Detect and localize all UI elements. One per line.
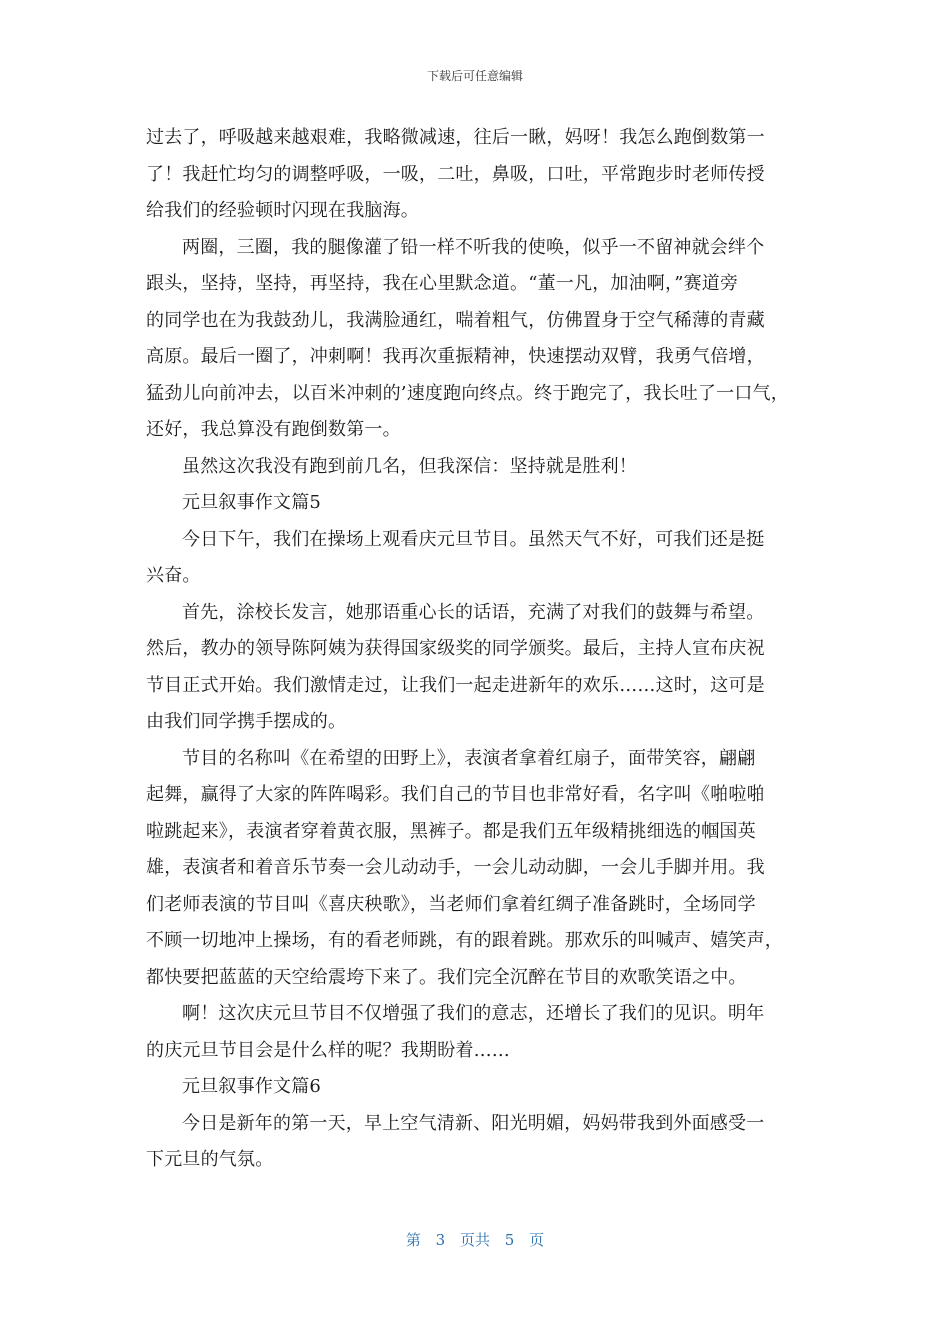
text-line: 下元旦的气氛。 <box>146 1149 274 1170</box>
text-line: 两圈，三圈，我的腿像灌了铅一样不听我的使唤，似乎一不留神就会绊个 <box>182 236 765 258</box>
text-line: 猛劲儿向前冲去，以百米冲刺的’速度跑向终点。终于跑完了，我长吐了一口气， <box>146 382 789 404</box>
text-line: 节目的名称叫《在希望的田野上》，表演者拿着红扇子，面带笑容，翩翩 <box>182 747 756 769</box>
text-line: 兴奋。 <box>146 565 201 586</box>
text-line: 了！我赶忙均匀的调整呼吸，一吸，二吐，鼻吸，口吐，平常跑步时老师传授 <box>146 163 765 185</box>
text-line: 都快要把蓝蓝的天空给震垮下来了。我们完全沉醉在节目的欢歌笑语之中。 <box>146 966 747 988</box>
text-line: 们老师表演的节目叫《喜庆秧歌》，当老师们拿着红绸子准备跳时，全场同学 <box>146 893 756 915</box>
text-line: 今日下午，我们在操场上观看庆元旦节目。虽然天气不好，可我们还是挺 <box>182 528 765 550</box>
document-body <box>146 120 816 1179</box>
text-line: 啦跳起来》，表演者穿着黄衣服，黑裤子。都是我们五年级精挑细选的帼国英 <box>146 820 756 842</box>
text-line: 起舞，赢得了大家的阵阵喝彩。我们自己的节目也非常好看，名字叫《啪啦啪 <box>146 784 765 805</box>
text-line: 元旦叙事作文篇6 <box>182 1076 322 1097</box>
text-line: 节目正式开始。我们激情走过，让我们一起走进新年的欢乐……这时，这可是 <box>146 674 765 696</box>
text-line: 过去了，呼吸越来越艰难，我略微减速，往后一瞅，妈呀！我怎么跑倒数第一 <box>146 127 765 148</box>
page-header: 下载后可任意编辑 <box>426 69 523 83</box>
text-line: 的庆元旦节目会是什么样的呢？我期盼着…… <box>146 1039 510 1061</box>
text-line: 然后，教办的领导陈阿姨为获得国家级奖的同学颁奖。最后，主持人宣布庆祝 <box>146 638 765 659</box>
text-line: 雄，表演者和着音乐节奏一会儿动动手，一会儿动动脚，一会儿手脚并用。我 <box>146 857 765 878</box>
text-line: 还好，我总算没有跑倒数第一。 <box>146 419 401 440</box>
text-line: 虽然这次我没有跑到前几名，但我深信：坚持就是胜利！ <box>182 455 637 477</box>
page-footer: 第 3 页共 5 页 <box>405 1231 545 1249</box>
text-line: 由我们同学携手摆成的。 <box>146 711 347 732</box>
text-line: 啊！这次庆元旦节目不仅增强了我们的意志，还增长了我们的见识。明年 <box>182 1003 765 1024</box>
text-line: 的同学也在为我鼓劲儿，我满脸通红，喘着粗气，仿佛置身于空气稀薄的青藏 <box>146 309 765 331</box>
text-line: 给我们的经验顿时闪现在我脑海。 <box>146 200 419 221</box>
text-line: 今日是新年的第一天，早上空气清新、阳光明媚，妈妈带我到外面感受一 <box>182 1112 765 1134</box>
text-line: 首先，涂校长发言，她那语重心长的话语，充满了对我们的鼓舞与希望。 <box>182 601 765 623</box>
text-line: 元旦叙事作文篇5 <box>182 492 322 513</box>
text-line: 跟头，坚持，坚持，再坚持，我在心里默念道。“董一凡，加油啊，”赛道旁 <box>146 273 739 294</box>
text-line: 不顾一切地冲上操场，有的看老师跳，有的跟着跳。那欢乐的叫喊声、嬉笑声， <box>146 930 783 951</box>
text-line: 高原。最后一圈了，冲刺啊！我再次重振精神，快速摆动双臂，我勇气倍增， <box>146 346 765 367</box>
